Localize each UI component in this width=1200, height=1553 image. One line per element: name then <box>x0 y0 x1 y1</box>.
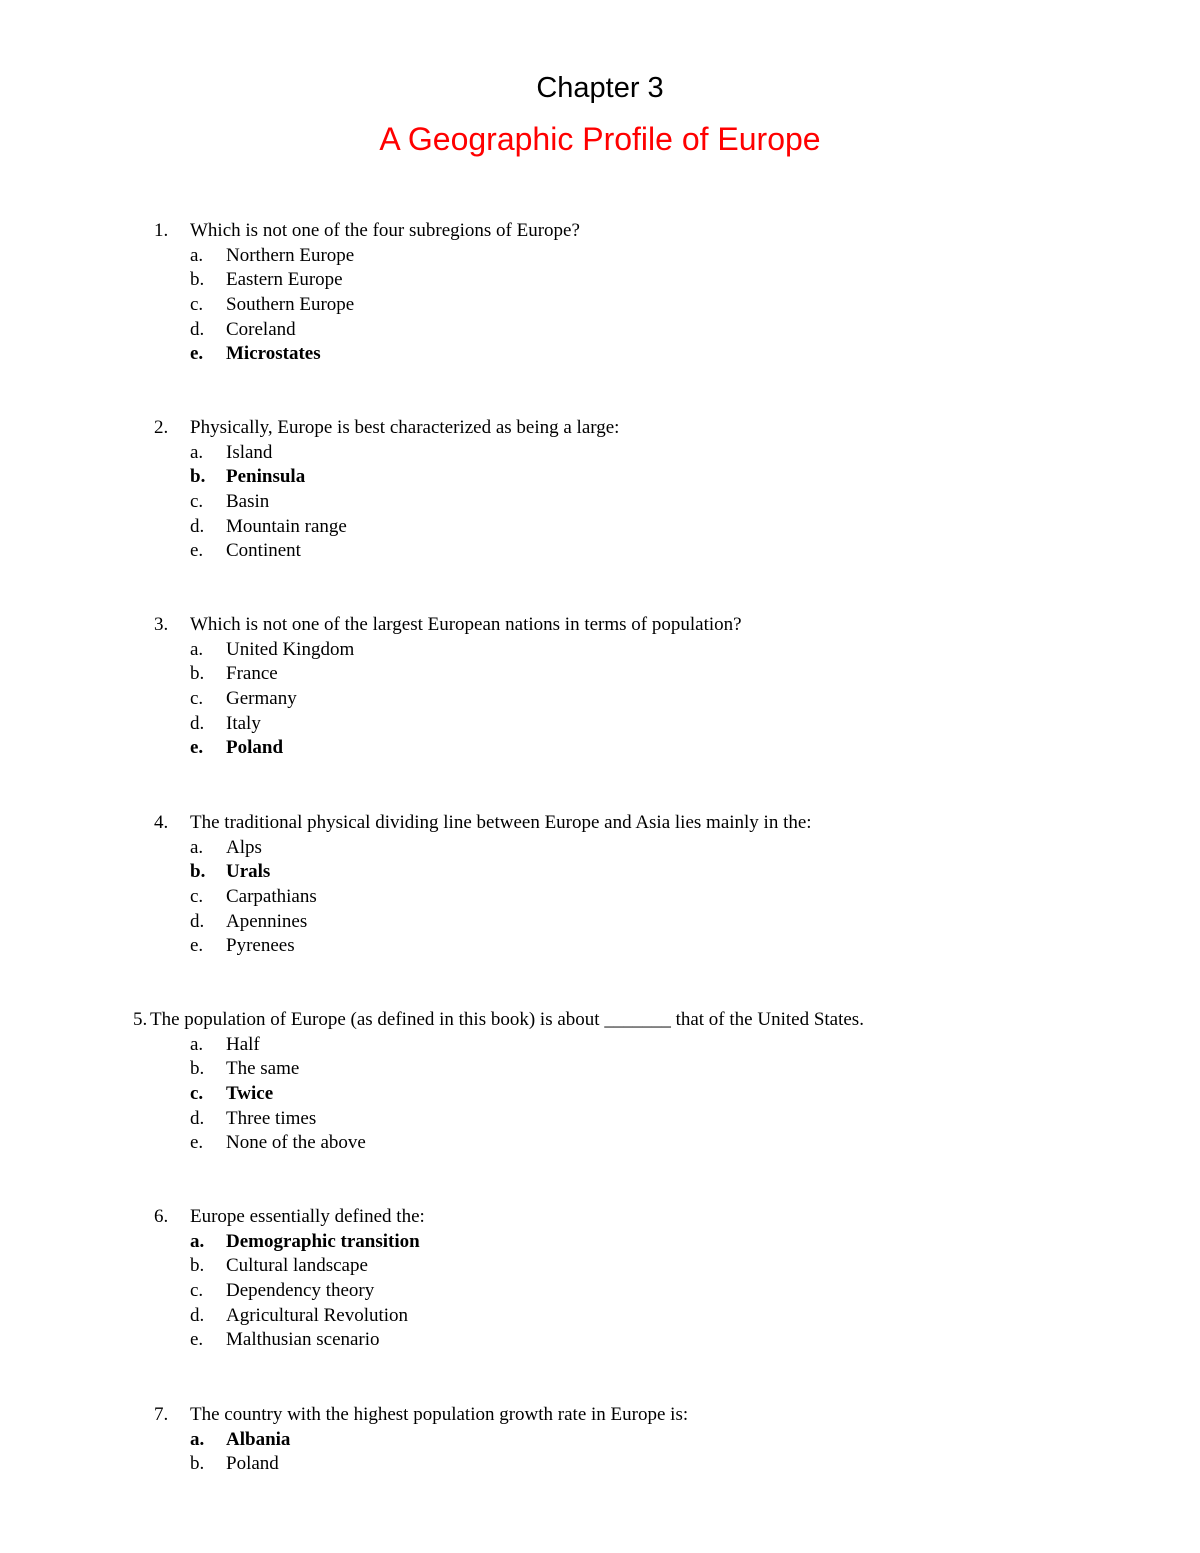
option-label: d. <box>190 1107 205 1129</box>
question-6 <box>0 1205 1200 1353</box>
option-label: a. <box>190 836 204 858</box>
option-label: d. <box>190 910 205 932</box>
option-label: b. <box>190 1058 205 1080</box>
option-text: Germany <box>226 688 297 710</box>
answer-option <box>0 268 1200 293</box>
option-text: Southern Europe <box>226 294 355 316</box>
option-label: b. <box>190 861 206 883</box>
option-text: Mountain range <box>226 515 347 537</box>
question-line <box>0 1008 1200 1033</box>
option-text: Half <box>226 1033 260 1055</box>
answer-option-correct <box>0 1428 1200 1453</box>
option-label: a. <box>190 1428 205 1450</box>
option-label: b. <box>190 663 205 685</box>
question-text: Which is not one of the four subregions of Europe? <box>190 220 580 241</box>
option-label: c. <box>190 294 204 316</box>
answer-option <box>0 293 1200 318</box>
answer-option <box>0 934 1200 959</box>
option-label: e. <box>190 343 204 365</box>
option-text: Malthusian scenario <box>226 1329 380 1351</box>
option-text: Poland <box>226 1453 279 1475</box>
option-text: Cultural landscape <box>226 1255 368 1277</box>
option-label: c. <box>190 688 204 710</box>
option-label: c. <box>190 1083 204 1105</box>
option-label: d. <box>190 1304 205 1326</box>
answer-option <box>0 836 1200 861</box>
question-number: 3. <box>154 614 169 635</box>
question-4 <box>0 811 1200 959</box>
answer-option <box>0 539 1200 564</box>
option-text: Italy <box>226 712 261 734</box>
question-1 <box>0 219 1200 367</box>
option-text: Coreland <box>226 318 296 340</box>
answer-option-correct <box>0 860 1200 885</box>
option-label: b. <box>190 1453 205 1475</box>
question-number: 5. <box>133 1009 148 1030</box>
answer-option <box>0 1279 1200 1304</box>
question-number: 6. <box>154 1206 169 1227</box>
option-text: Northern Europe <box>226 244 355 266</box>
answer-option <box>0 1328 1200 1353</box>
option-label: a. <box>190 1230 205 1252</box>
answer-option <box>0 515 1200 540</box>
option-text: France <box>226 663 278 685</box>
question-2 <box>0 416 1200 564</box>
option-label: d. <box>190 318 205 340</box>
question-line <box>0 811 1200 836</box>
option-text: Agricultural Revolution <box>226 1304 409 1326</box>
answer-option <box>0 490 1200 515</box>
option-label: e. <box>190 1329 204 1351</box>
answer-option <box>0 1131 1200 1156</box>
answer-option-correct <box>0 465 1200 490</box>
answer-option <box>0 712 1200 737</box>
option-text: Carpathians <box>226 886 317 908</box>
option-text: Basin <box>226 491 270 513</box>
option-text: Dependency theory <box>226 1280 375 1302</box>
option-label: e. <box>190 1132 204 1154</box>
question-number: 2. <box>154 417 169 438</box>
option-text: Apennines <box>226 910 308 932</box>
option-label: e. <box>190 540 204 562</box>
answer-option <box>0 662 1200 687</box>
chapter-heading: Chapter 3 <box>536 72 664 104</box>
option-text: The same <box>226 1058 300 1080</box>
option-text: Three times <box>226 1107 317 1129</box>
answer-option <box>0 910 1200 935</box>
option-label: a. <box>190 1033 204 1055</box>
question-5 <box>0 1008 1200 1156</box>
question-number: 7. <box>154 1404 169 1425</box>
question-line <box>0 219 1200 244</box>
answer-option <box>0 244 1200 269</box>
option-label: d. <box>190 515 205 537</box>
answer-option <box>0 1254 1200 1279</box>
answer-option <box>0 1452 1200 1477</box>
option-label: d. <box>190 712 205 734</box>
option-label: e. <box>190 935 204 957</box>
answer-option <box>0 1107 1200 1132</box>
answer-option <box>0 687 1200 712</box>
option-label: b. <box>190 1255 205 1277</box>
question-text: Europe essentially defined the: <box>190 1206 425 1227</box>
option-text: Albania <box>226 1428 291 1450</box>
answer-option <box>0 885 1200 910</box>
option-text: Eastern Europe <box>226 269 343 291</box>
question-text: The population of Europe (as defined in this book) is about _______ that of the United States. <box>150 1009 864 1030</box>
question-7 <box>0 1403 1200 1477</box>
question-text: Which is not one of the largest European nations in terms of population? <box>190 614 742 635</box>
answer-option-correct <box>0 342 1200 367</box>
answer-option <box>0 638 1200 663</box>
question-number: 1. <box>154 220 169 241</box>
option-text: Pyrenees <box>226 935 295 957</box>
page-title: A Geographic Profile of Europe <box>379 121 821 157</box>
answer-option <box>0 441 1200 466</box>
option-text: Urals <box>226 861 271 883</box>
question-text: Physically, Europe is best characterized as being a large: <box>190 417 620 438</box>
question-line <box>0 1403 1200 1428</box>
question-number: 4. <box>154 812 169 833</box>
question-3 <box>0 613 1200 761</box>
answer-option-correct <box>0 1230 1200 1255</box>
option-text: Poland <box>226 737 284 759</box>
answer-option <box>0 318 1200 343</box>
option-text: Demographic transition <box>226 1230 420 1252</box>
question-text: The country with the highest population growth rate in Europe is: <box>190 1404 689 1425</box>
question-text: The traditional physical dividing line between Europe and Asia lies mainly in the: <box>190 812 812 833</box>
question-line <box>0 613 1200 638</box>
option-label: e. <box>190 737 204 759</box>
option-text: Alps <box>226 836 262 858</box>
answer-option <box>0 1057 1200 1082</box>
option-label: b. <box>190 269 205 291</box>
question-line <box>0 1205 1200 1230</box>
option-label: a. <box>190 638 204 660</box>
answer-option <box>0 1033 1200 1058</box>
option-label: b. <box>190 466 206 488</box>
option-text: United Kingdom <box>226 638 355 660</box>
option-label: c. <box>190 491 204 513</box>
answer-option-correct <box>0 736 1200 761</box>
option-text: Island <box>226 441 273 463</box>
option-text: Microstates <box>226 343 321 365</box>
option-text: Peninsula <box>226 466 306 488</box>
option-text: Twice <box>226 1083 274 1105</box>
answer-option-correct <box>0 1082 1200 1107</box>
answer-option <box>0 1304 1200 1329</box>
option-label: c. <box>190 886 204 908</box>
option-text: None of the above <box>226 1132 366 1154</box>
question-line <box>0 416 1200 441</box>
option-text: Continent <box>226 540 301 562</box>
option-label: a. <box>190 441 204 463</box>
option-label: c. <box>190 1280 204 1302</box>
option-label: a. <box>190 244 204 266</box>
